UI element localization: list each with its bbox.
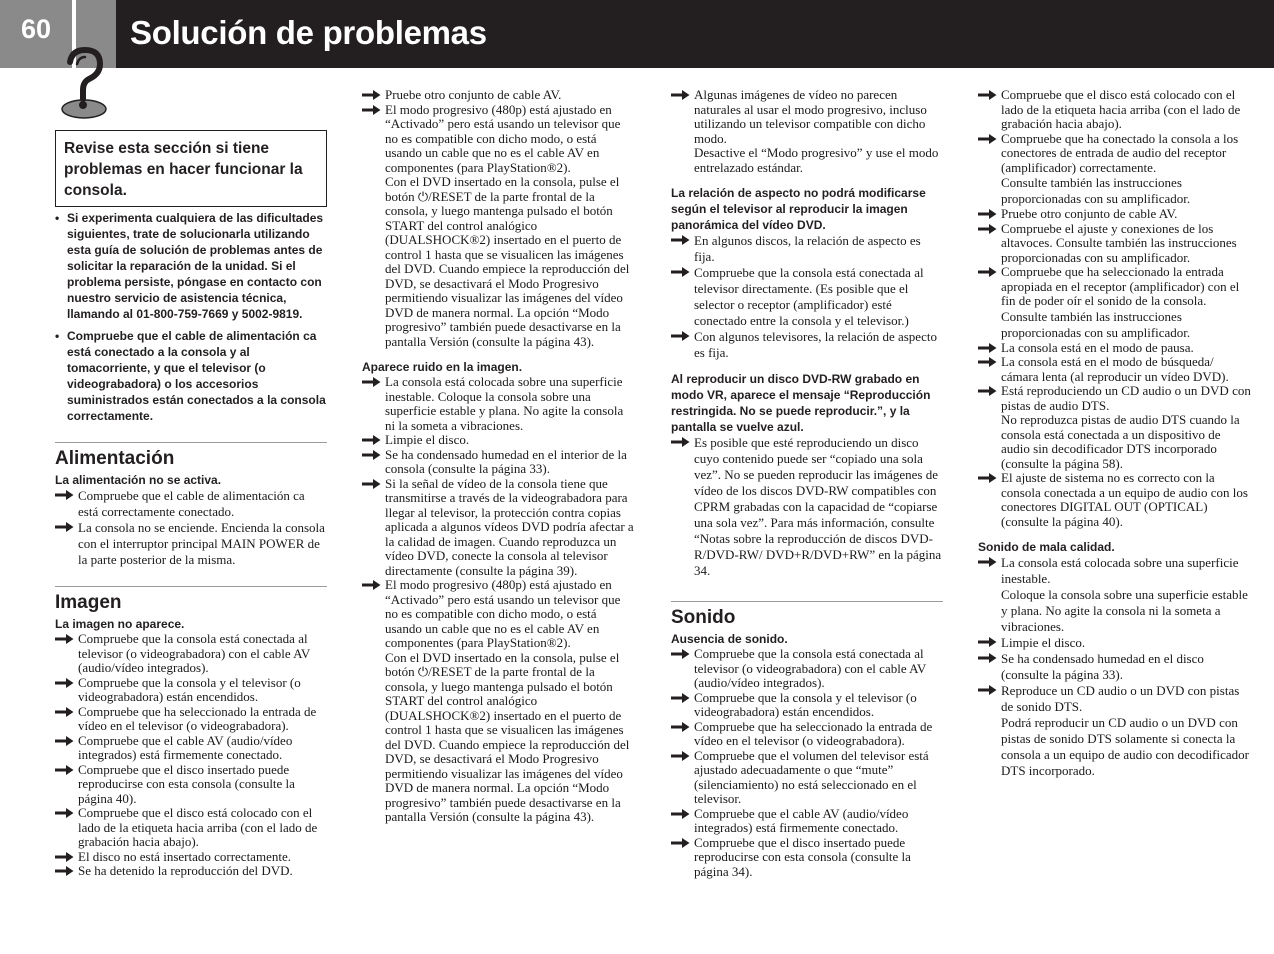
- section-title-sonido: Sonido: [671, 601, 943, 631]
- item-text: Limpie el disco.: [385, 432, 470, 447]
- problem-heading: Sonido de mala calidad.: [978, 540, 1115, 554]
- list-item: [362, 578, 636, 651]
- bullet-icon: •: [55, 211, 60, 225]
- list-item: [55, 520, 327, 568]
- intro-text: Revise esta sección si tiene problemas en hacer funcionar la consola.: [64, 140, 303, 199]
- arrow-right-icon: [362, 434, 381, 446]
- list-item: [55, 763, 327, 807]
- arrow-right-icon: [978, 684, 997, 696]
- arrow-right-icon: [978, 636, 997, 648]
- arrow-right-icon: [671, 750, 690, 762]
- list-item: [671, 329, 943, 361]
- arrow-right-icon: [55, 677, 74, 689]
- item-text: Compruebe que ha conectado la consola a los conectores de entrada de audio del receptor (amplificador) correctamente.: [1001, 130, 1239, 175]
- arrow-right-icon: [55, 706, 74, 718]
- intro-box: [55, 130, 327, 207]
- item-continuation: Coloque la consola sobre una superficie estable y plana. No agite la consola ni la someta a vibraciones.: [1001, 587, 1248, 634]
- item-text: El disco no está insertado correctamente.: [78, 848, 291, 864]
- power-icon: ⏻: [417, 664, 429, 679]
- item-text: Compruebe que el disco está colocado con el lado de la etiqueta hacia arriba (con el lado de grabación hacia abajo).: [1001, 87, 1241, 131]
- arrow-right-icon: [671, 692, 690, 704]
- item-text: Compruebe que la consola y el televisor (o videograbadora) están encendidos.: [78, 674, 301, 704]
- intro-bullet-text: Si experimenta cualquiera de las dificultades siguientes, trate de solucionarla utilizando esta guía de solución de problemas antes de solicitar la reparación de la unidad. Si el problema persiste, póngase en contacto con nuestro servicio de asistencia técnica, llamando al 01-800-759-7669 y 5002-9819.: [67, 211, 324, 321]
- arrow-right-icon: [978, 133, 997, 145]
- list-item: [978, 384, 1252, 413]
- list-item: [671, 749, 943, 807]
- arrow-right-icon: [978, 342, 997, 354]
- arrow-right-icon: [978, 356, 997, 368]
- item-continuation: Podrá reproducir un CD audio o un DVD con pistas de sonido DTS solamente si conecta la consola a un equipo de audio con decodificador DTS incorporado.: [1001, 715, 1249, 778]
- item-text: Compruebe que ha seleccionado la entrada de vídeo en el televisor (o videograbadora).: [78, 703, 317, 733]
- column-1: [55, 210, 327, 879]
- item-text: Con el DVD insertado en la consola, pulse el botón: [385, 174, 620, 204]
- item-text: El ajuste de sistema no es correcto con la consola conectada a un equipo de audio con los conectores DIGITAL OUT (OPTICAL) (consulte la página 40).: [1001, 470, 1248, 529]
- item-text: Está reproduciendo un CD audio o un DVD con pistas de audio DTS.: [1001, 383, 1251, 413]
- arrow-right-icon: [362, 449, 381, 461]
- question-mark-icon: [58, 44, 110, 120]
- arrow-right-icon: [978, 556, 997, 568]
- item-text: Pruebe otro conjunto de cable AV.: [385, 87, 562, 102]
- list-item: [978, 471, 1252, 529]
- section-title-alimentacion: Alimentación: [55, 442, 327, 472]
- intro-bullet-text: Compruebe que el cable de alimentación ca está conectado a la consola y al tomacorriente, y que el televisor (o videograbadora) o los accesorios suministrados están conectados a la consola correctamente.: [67, 329, 326, 423]
- list-item: [671, 807, 943, 836]
- item-text: La consola está en el modo de pausa.: [1001, 339, 1194, 355]
- list-item: [671, 720, 943, 749]
- item-text: La consola está en el modo de búsqueda/ cámara lenta (al reproducir un vídeo DVD).: [1001, 354, 1229, 384]
- column-3: [671, 88, 943, 879]
- item-continuation: Consulte también las instrucciones proporcionadas con su amplificador.: [1001, 308, 1191, 340]
- list-item: [978, 341, 1252, 356]
- item-continuation: No reproduzca pistas de audio DTS cuando la consola está conectada a un dispositivo de audio sin decodificador DTS incorporado (consulte la página 58).: [1001, 412, 1240, 471]
- list-item: [978, 355, 1252, 384]
- item-text: Se ha condensado humedad en el interior de la consola (consulte la página 33).: [385, 446, 627, 476]
- column-4: [978, 88, 1252, 779]
- list-item: [671, 435, 943, 579]
- arrow-right-icon: [978, 223, 997, 235]
- item-text: El modo progresivo (480p) está ajustado en “Activado” pero está usando un televisor que no es compatible con dicho modo, o está usando un cable que no es el cable AV en componentes (para PlayStation®2).: [385, 577, 621, 650]
- list-item: [978, 222, 1252, 266]
- arrow-right-icon: [362, 104, 381, 116]
- arrow-right-icon: [978, 652, 997, 664]
- arrow-right-icon: [362, 89, 381, 101]
- item-text: Compruebe que el disco está colocado con el lado de la etiqueta hacia arriba (con el lado de grabación hacia abajo).: [78, 805, 318, 849]
- bullet-icon: •: [55, 329, 60, 343]
- list-item: [55, 850, 327, 865]
- item-text: La consola está colocada sobre una superficie inestable.: [1001, 555, 1239, 586]
- arrow-right-icon: [671, 808, 690, 820]
- arrow-right-icon: [55, 489, 74, 501]
- arrow-right-icon: [978, 89, 997, 101]
- section-title-imagen: Imagen: [55, 586, 327, 616]
- arrow-right-icon: [55, 764, 74, 776]
- item-text: Compruebe que el cable AV (audio/vídeo integrados) está firmemente conectado.: [78, 732, 293, 762]
- list-item: [978, 635, 1252, 651]
- list-item: [978, 207, 1252, 222]
- item-text: Compruebe que el cable de alimentación ca está correctamente conectado.: [78, 488, 305, 519]
- item-text: Compruebe que la consola está conectada al televisor (o videograbadora) con el cable AV (audio/vídeo integrados).: [694, 646, 926, 690]
- page-number: 60: [20, 14, 52, 44]
- list-item: [55, 806, 327, 850]
- list-item: [55, 705, 327, 734]
- arrow-right-icon: [978, 266, 997, 278]
- list-item: [671, 836, 943, 880]
- item-text: El modo progresivo (480p) está ajustado en “Activado” pero está usando un televisor que no es compatible con dicho modo, o está usando un cable que no es el cable AV en componentes (para PlayStation®2).: [385, 101, 621, 175]
- item-text: Compruebe que ha seleccionado la entrada apropiada en el receptor (amplificador) con el fin de poder oír el sonido de la consola.: [1001, 264, 1240, 308]
- list-item: [978, 265, 1252, 309]
- intro-bullet: [55, 210, 327, 322]
- item-text: Con algunos televisores, la relación de aspecto es fija.: [694, 329, 937, 360]
- arrow-right-icon: [55, 851, 74, 863]
- list-item: [362, 88, 636, 103]
- list-item: [362, 448, 636, 477]
- arrow-right-icon: [671, 330, 690, 342]
- list-item: [55, 632, 327, 676]
- item-text: Con el DVD insertado en la consola, pulse el botón: [385, 649, 620, 679]
- item-text: Limpie el disco.: [1001, 635, 1086, 650]
- page-header: [0, 0, 1274, 68]
- column-2: [362, 88, 636, 825]
- arrow-right-icon: [671, 721, 690, 733]
- list-item: [671, 647, 943, 691]
- page-title: Solución de problemas: [130, 14, 487, 51]
- item-text: La consola está colocada sobre una superficie inestable. Coloque la consola sobre una superficie estable y plana. No agite la consola ni la someta a vibraciones.: [385, 374, 624, 433]
- list-item: [978, 132, 1252, 176]
- problem-heading: Aparece ruido en la imagen.: [362, 360, 523, 374]
- item-text: Si la señal de vídeo de la consola tiene que transmitirse a través de la videograbadora para llegar al televisor, la protección contra copias aplicada a algunos vídeos DVD podría afectar a la calidad de imagen. Cuando reproduzca un vídeo DVD, conecte la consola al televisor directamente (consulte la página 39).: [385, 475, 634, 578]
- list-item: [362, 375, 636, 433]
- list-item: [55, 676, 327, 705]
- item-text: Algunas imágenes de vídeo no parecen naturales al usar el modo progresivo, incluso utilizando un televisor compatible con dicho modo.: [694, 87, 927, 146]
- item-text: Compruebe el ajuste y conexiones de los altavoces. Consulte también las instrucciones proporcionadas con su amplificador.: [1001, 220, 1237, 265]
- arrow-right-icon: [671, 436, 690, 448]
- item-continuation: Desactive el “Modo progresivo” y use el modo entrelazado estándar.: [694, 145, 939, 175]
- item-text: En algunos discos, la relación de aspecto es fija.: [694, 233, 921, 264]
- item-text: Compruebe que el disco insertado puede reproducirse con esta consola (consulte la página 40).: [78, 761, 295, 806]
- arrow-right-icon: [671, 266, 690, 278]
- arrow-right-icon: [55, 807, 74, 819]
- arrow-right-icon: [55, 735, 74, 747]
- item-text: Compruebe que la consola está conectada al televisor directamente. (Es posible que el selector o receptor (amplificador) esté conectado entre la consola y el televisor.): [694, 265, 924, 328]
- item-text: /RESET de la parte frontal de la consola, y luego mantenga pulsado el botón START del control analógico (DUALSHOCK®2) insertado en el puerto de control 1 hasta que se visualicen las imágenes del DVD. Cuando empiece la reproducción del DVD, se desactivará el Modo Progresivo permitiendo visualizar las imágenes del vídeo DVD de manera normal. La opción “Modo progresivo” también puede desactivarse en la pantalla Versión (consulte la página 43).: [385, 664, 630, 824]
- list-item: [671, 88, 943, 146]
- arrow-right-icon: [671, 648, 690, 660]
- item-text: Compruebe que el disco insertado puede reproducirse con esta consola (consulte la página 34).: [694, 834, 911, 879]
- power-icon: ⏻: [417, 188, 429, 204]
- arrow-right-icon: [55, 633, 74, 645]
- item-continuation: Consulte también las instrucciones proporcionadas con su amplificador.: [1001, 175, 1191, 206]
- item-continuation: [362, 651, 636, 825]
- item-text: Se ha condensado humedad en el disco (consulte la página 33).: [1001, 651, 1204, 682]
- item-text: Compruebe que ha seleccionado la entrada de vídeo en el televisor (o videograbadora).: [694, 718, 933, 748]
- list-item: [55, 734, 327, 763]
- list-item: [671, 691, 943, 720]
- arrow-right-icon: [55, 521, 74, 533]
- problem-heading: La imagen no aparece.: [55, 617, 185, 631]
- list-item: [978, 651, 1252, 683]
- arrow-right-icon: [362, 579, 381, 591]
- item-text: Compruebe que el cable AV (audio/vídeo integrados) está firmemente conectado.: [694, 805, 909, 835]
- item-text: Reproduce un CD audio o un DVD con pistas de sonido DTS.: [1001, 683, 1240, 714]
- arrow-right-icon: [978, 385, 997, 397]
- list-item: [55, 488, 327, 520]
- item-text: Compruebe que el volumen del televisor está ajustado adecuadamente o que “mute” (silenciamiento) no está seleccionado en el televisor.: [694, 747, 929, 806]
- item-text: Se ha detenido la reproducción del DVD.: [78, 863, 293, 878]
- arrow-right-icon: [55, 865, 74, 877]
- list-item: [362, 433, 636, 448]
- arrow-right-icon: [362, 376, 381, 388]
- list-item: [978, 88, 1252, 132]
- problem-heading: Al reproducir un disco DVD-RW grabado en modo VR, aparece el mensaje “Reproducción restringida. No se puede reproducir.”, y la pantalla se vuelve azul.: [671, 372, 931, 434]
- item-text: Compruebe que la consola y el televisor (o videograbadora) están encendidos.: [694, 689, 917, 719]
- list-item: [978, 683, 1252, 715]
- problem-heading: La relación de aspecto no podrá modificarse según el televisor al reproducir la imagen panorámica del vídeo DVD.: [671, 186, 926, 232]
- arrow-right-icon: [671, 89, 690, 101]
- item-text: Compruebe que la consola está conectada al televisor (o videograbadora) con el cable AV (audio/vídeo integrados).: [78, 631, 310, 675]
- problem-heading: Ausencia de sonido.: [671, 632, 788, 646]
- item-text: Es posible que esté reproduciendo un disco cuyo contenido puede ser “copiado una sola vez”. No se pueden reproducir las imágenes de vídeo de los discos DVD-RW compatibles con CPRM grabadas con la capacidad de “copiarse una sola vez”. Para más información, consulte “Notas sobre la reproducción de discos DVD-R/DVD-RW/ DVD+R/DVD+RW” en la página 34.: [694, 435, 942, 578]
- list-item: [671, 265, 943, 329]
- list-item: [362, 477, 636, 579]
- item-text: La consola no se enciende. Encienda la consola con el interruptor principal MAIN POWER de la parte posterior de la misma.: [78, 520, 325, 567]
- list-item: [671, 233, 943, 265]
- problem-heading: La alimentación no se activa.: [55, 473, 222, 487]
- list-item: [55, 864, 327, 879]
- arrow-right-icon: [978, 472, 997, 484]
- arrow-right-icon: [978, 208, 997, 220]
- list-item: [362, 103, 636, 176]
- arrow-right-icon: [671, 234, 690, 246]
- arrow-right-icon: [671, 837, 690, 849]
- item-continuation: [362, 175, 636, 349]
- arrow-right-icon: [362, 478, 381, 490]
- item-text: Pruebe otro conjunto de cable AV.: [1001, 206, 1178, 221]
- list-item: [978, 555, 1252, 587]
- item-text: /RESET de la parte frontal de la consola, y luego mantenga pulsado el botón START del control analógico (DUALSHOCK®2) insertado en el puerto de control 1 hasta que se visualicen las imágenes del DVD. Cuando empiece la reproducción del DVD, se desactivará el Modo Progresivo permitiendo visualizar las imágenes del vídeo DVD de manera normal. La opción “Modo progresivo” también puede desactivarse en la pantalla Versión (consulte la página 43).: [385, 188, 630, 349]
- intro-bullet: [55, 328, 327, 424]
